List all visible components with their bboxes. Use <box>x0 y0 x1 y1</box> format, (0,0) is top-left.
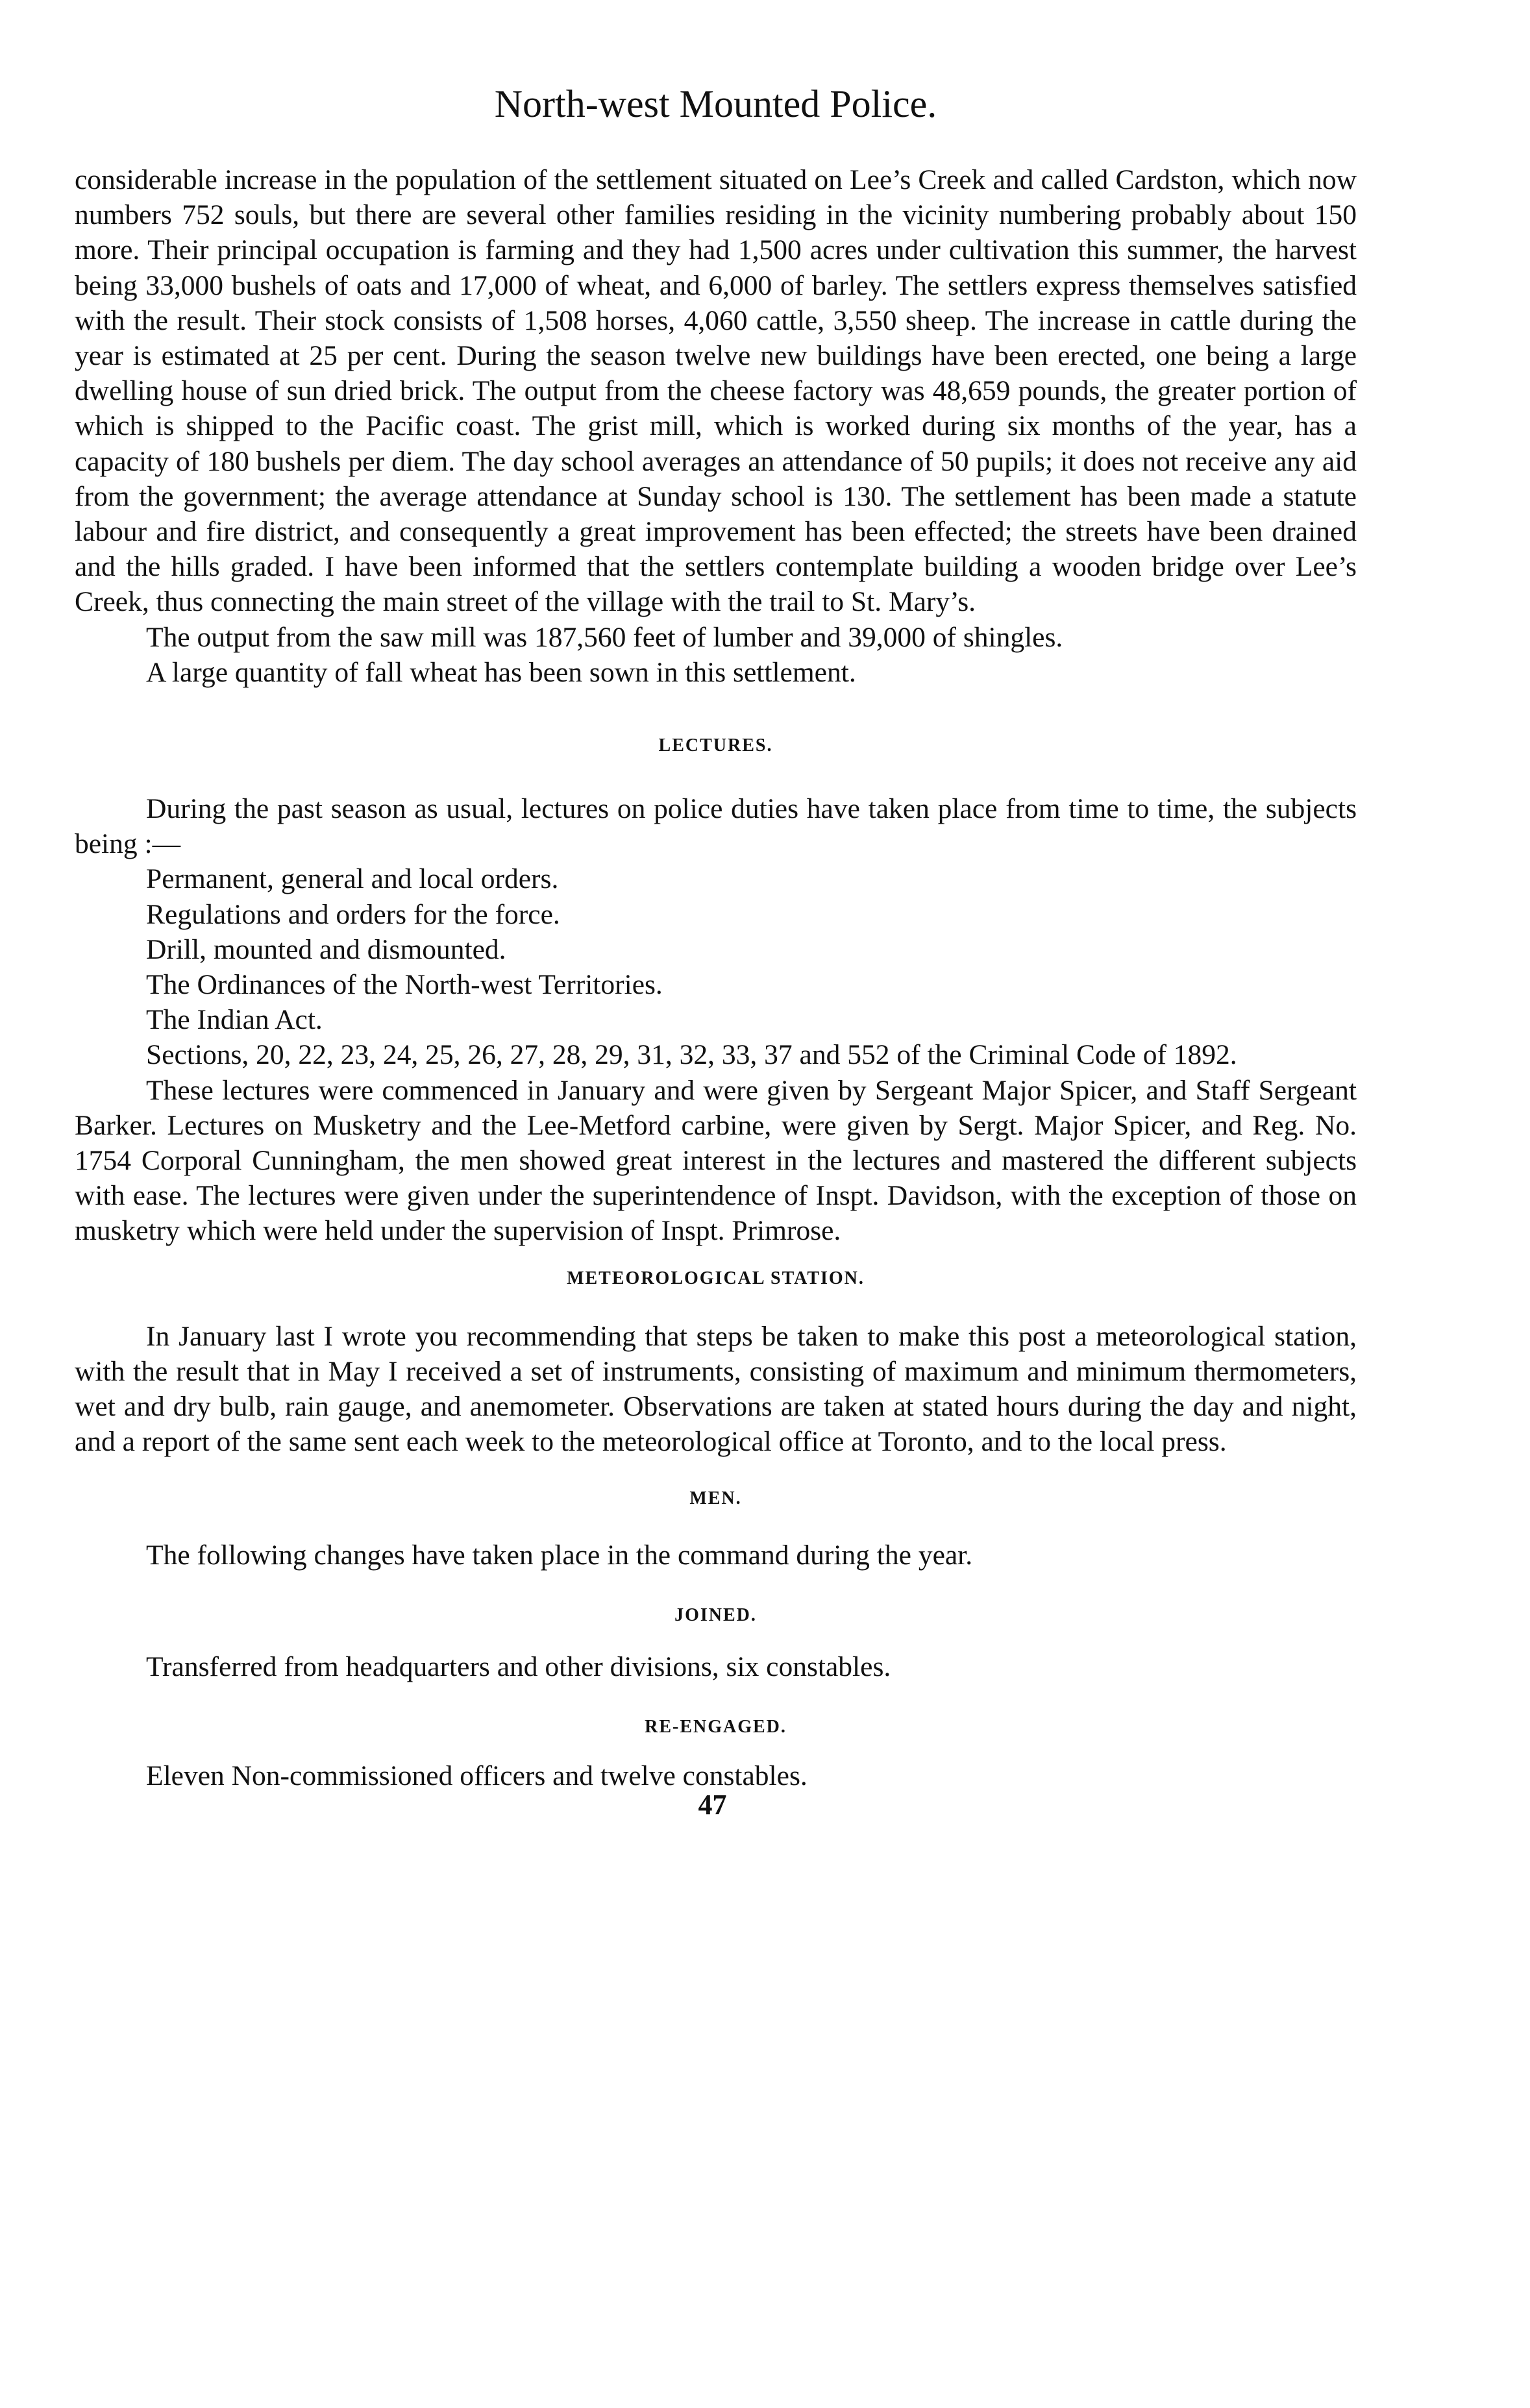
lecture-subject: The Ordinances of the North-west Territories. <box>146 969 663 1001</box>
fall-wheat-paragraph: A large quantity of fall wheat has been sown in this settlement. <box>146 656 856 688</box>
meteorological-heading: METEOROLOGICAL STATION. <box>567 1268 865 1288</box>
lecture-subject: The Indian Act. <box>146 1004 323 1036</box>
page-number: 47 <box>698 1789 727 1821</box>
lecture-subject: Permanent, general and local orders. <box>146 863 559 895</box>
reengaged-body: Eleven Non-commissioned officers and twelve constables. <box>146 1760 808 1791</box>
lecture-subject: Drill, mounted and dismounted. <box>146 933 506 965</box>
document-page <box>75 78 1357 1819</box>
men-heading: MEN. <box>689 1488 742 1508</box>
joined-heading: JOINED. <box>674 1604 757 1625</box>
reengaged-heading: RE-ENGAGED. <box>645 1716 787 1737</box>
settlement-paragraph: considerable increase in the population of the settlement situated on Lee’s Creek and called Cardston, which now numbers 752 souls, but there are several other families residing in the vicinity numbering probably about 150 more. Their principal occupation is farming and they had 1,500 acres under cultivation this summer, the harvest being 33,000 bushels of oats and 17,000 of wheat, and 6,000 of barley. The settlers express themselves satisfied with the result. Their stock consists of 1,508 horses, 4,060 cattle, 3,550 sheep. The increase in cattle during the year is estimated at 25 per cent. During the season twelve new buildings have been erected, one being a large dwelling house of sun dried brick. The output from the cheese factory was 48,659 pounds, the greater portion of which is shipped to the Pacific coast. The grist mill, which is worked during six months of the year, has a capacity of 180 bushels per diem. The day school averages an attendance of 50 pupils; it does not receive any aid from the government; the average attendance at Sunday school is 130. The settlement has been made a statute labour and fire district, and consequently a great improvement has been effected; the streets have been drained and the hills graded. I have been informed that the settlers contemplate building a wooden bridge over Lee’s Creek, thus connecting the main street of the village with the trail to St. Mary’s. <box>75 164 1357 618</box>
meteorological-body: In January last I wrote you recommending that steps be taken to make this post a meteorological station, with the result that in May I received a set of instruments, consisting of maximum and minimum thermometers, wet and dry bulb, rain gauge, and anemometer. Observations are taken at stated hours during the day and night, and a report of the same sent each week to the meteorological office at Toronto, and to the local press. <box>75 1320 1357 1458</box>
saw-mill-paragraph: The output from the saw mill was 187,560 feet of lumber and 39,000 of shingles. <box>146 621 1063 653</box>
criminal-code-sections: Sections, 20, 22, 23, 24, 25, 26, 27, 28, 29, 31, 32, 33, 37 and 552 of the Criminal Code of 1892. <box>146 1039 1237 1071</box>
joined-body: Transferred from headquarters and other divisions, six constables. <box>146 1651 891 1682</box>
lecture-subject: Regulations and orders for the force. <box>146 898 560 930</box>
lectures-body: These lectures were commenced in January and were given by Sergeant Major Spicer, and Staff Sergeant Barker. Lectures on Musketry and the Lee-Metford carbine, were given by Sergt. Major Spicer, and Reg. No. 1754 Corporal Cunningham, the men showed great interest in the lectures and mastered the different subjects with ease. The lectures were given under the superintendence of Inspt. Davidson, with the exception of those on musketry which were held under the supervision of Inspt. Primrose. <box>75 1074 1357 1247</box>
men-body: The following changes have taken place in the command during the year. <box>146 1539 973 1571</box>
lectures-heading: LECTURES. <box>658 735 773 756</box>
running-title: North-west Mounted Police. <box>494 82 937 125</box>
lectures-intro: During the past season as usual, lectures on police duties have taken place from time to time, the subjects being :— <box>75 793 1357 860</box>
